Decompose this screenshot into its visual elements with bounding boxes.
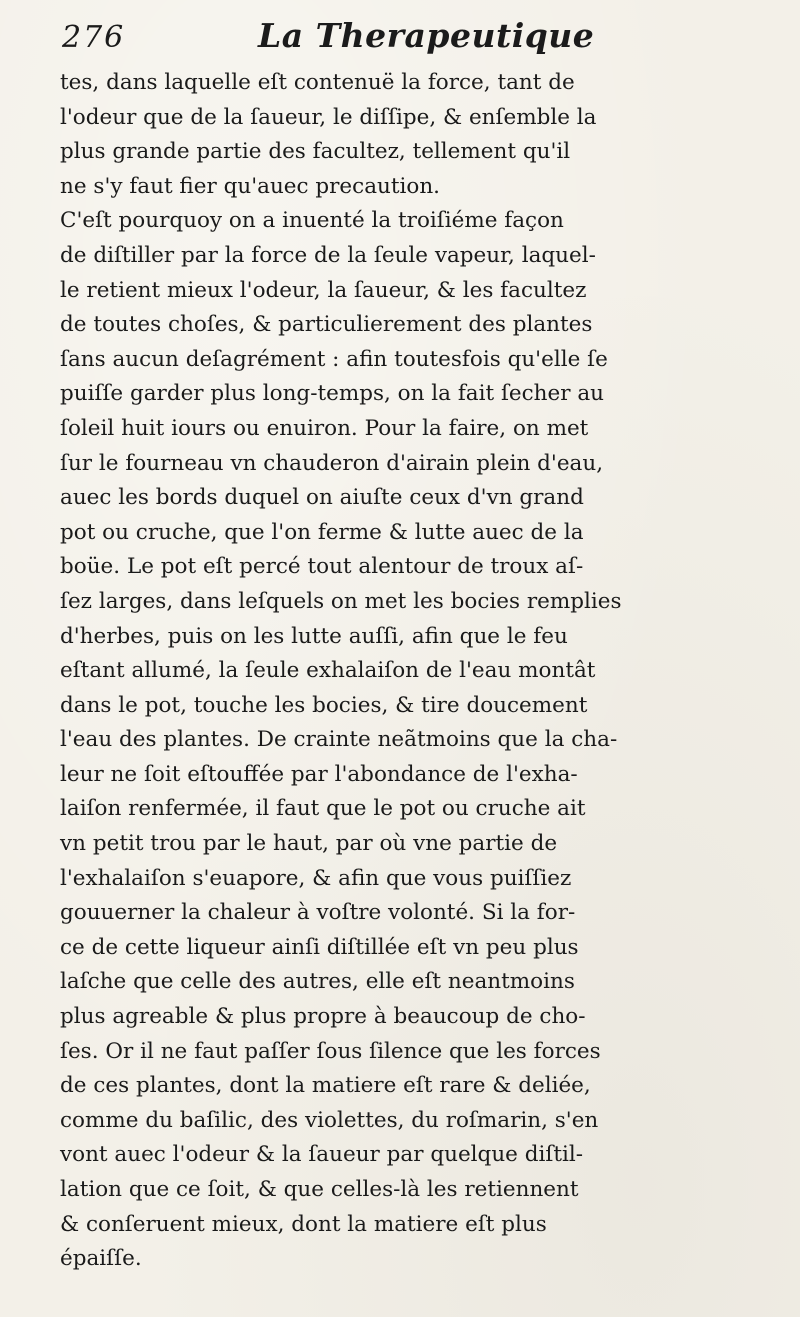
text-line: & conſeruent mieux, dont la matiere eſt plus [60,1211,547,1237]
text-line: dans le pot, touche les bocies, & tire doucement [60,692,588,718]
page-header [58,14,758,64]
text-line: pot ou cruche, que l'on ferme & lutte auec de la [60,519,584,545]
text-line: plus agreable & plus propre à beaucoup de cho- [60,1004,586,1030]
text-line: vont auec l'odeur & la ſaueur par quelque diſtil- [60,1142,583,1168]
text-line: laſche que celle des autres, elle eſt neantmoins [60,969,575,995]
text-line: l'odeur que de la ſaueur, le diſſipe, & enſemble la [60,104,597,130]
text-line: ce de cette liqueur ainſi diſtillée eſt vn peu plus [60,934,579,960]
text-line: gouuerner la chaleur à voſtre volonté. Si la for- [60,900,576,926]
text-line: ne s'y faut fier qu'auec precaution. [60,173,440,199]
text-line: l'exhalaiſon s'euapore, & afin que vous puiſſiez [60,865,572,891]
text-line: le retient mieux l'odeur, la ſaueur, & les facultez [60,277,587,303]
text-line: C'eſt pourquoy on a inuenté la troiſiéme façon [60,208,564,234]
text-line: ſez larges, dans leſquels on met les bocies remplies [60,588,622,614]
page-number: 276 [62,20,126,55]
text-line: auec les bords duquel on aiuſte ceux d'vn grand [60,485,584,511]
text-line: tes, dans laquelle eſt contenuë la force, tant de [60,70,575,95]
text-line: ſes. Or il ne faut paſſer ſous ſilence que les forces [60,1038,601,1064]
text-line: comme du baſilic, des violettes, du roſmarin, s'en [60,1107,599,1133]
text-line: ſoleil huit iours ou enuiron. Pour la faire, on met [60,415,589,441]
text-line: de toutes choſes, & particulierement des plantes [60,312,593,338]
text-line: ſur le fourneau vn chauderon d'airain plein d'eau, [60,450,604,476]
text-line: laiſon renfermée, il faut que le pot ou cruche ait [60,796,586,822]
text-line: eſtant allumé, la ſeule exhalaiſon de l'eau montât [60,658,596,684]
text-line: vn petit trou par le haut, par où vne partie de [60,831,558,857]
text-line: lation que ce ſoit, & que celles-là les retiennent [60,1177,579,1202]
text-line: d'herbes, puis on les lutte auſſi, afin que le feu [60,623,568,649]
text-line: épaiſſe. [60,1246,142,1272]
text-line: puiſſe garder plus long-temps, on la fait ſecher au [60,381,605,407]
text-line: de diſtiller par la force de la ſeule vapeur, laquel- [60,242,596,268]
text-line: leur ne ſoit eſtouffée par l'abondance de l'exha- [60,761,578,787]
text-line: l'eau des plantes. De crainte neãtmoins que la cha- [60,727,618,753]
text-line: boüe. Le pot eſt percé tout alentour de troux aſ- [60,554,584,580]
running-title: La Therapeutique [258,16,595,55]
text-line: de ces plantes, dont la matiere eſt rare & deliée, [60,1073,591,1099]
body-text [60,66,760,1277]
text-line: plus grande partie des facultez, tellement qu'il [60,139,571,165]
text-line: ſans aucun deſagrément : afin toutesfois qu'elle ſe [60,346,608,372]
